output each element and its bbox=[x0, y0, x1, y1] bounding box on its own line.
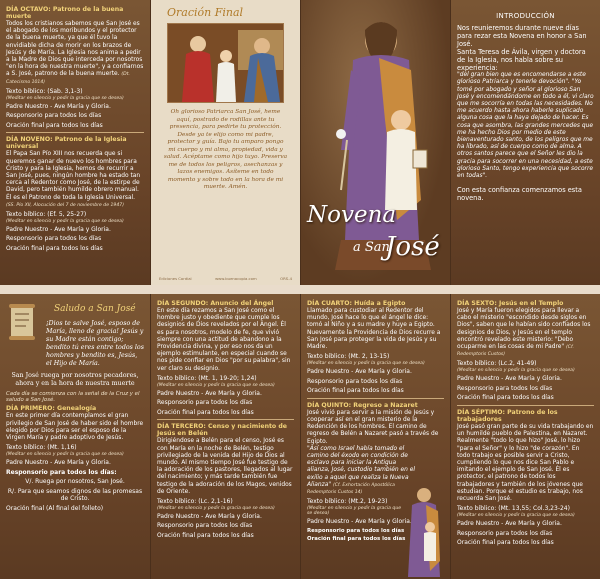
day-1-prayer1: Padre Nuestro - Ave María y Gloria. bbox=[6, 459, 111, 467]
day-4-prayer2: Responsorio para todos los días bbox=[307, 377, 403, 385]
day-4-text: Llamado para custodiar al Redentor del mundo, José hace lo que el ángel le dice: tomó al Niño y a su madre y huye a Egipto. Nuevamente la Providencia de Dios recurre a San José para proteger la vida de Jesús y su Madre. bbox=[307, 308, 441, 351]
day-7-prayer1: Padre Nuestro - Ave María y Gloria. bbox=[457, 520, 562, 528]
saint-joseph-with-child-small-figure bbox=[402, 481, 446, 577]
day-9-silence: (Meditar en silencio y pedir la gracia que se desea) bbox=[6, 218, 124, 224]
day-3-silence: (Meditar en silencio y pedir la gracia que se desea) bbox=[157, 505, 275, 511]
day-6-heading: DÍA SEXTO: Jesús en el Templo bbox=[457, 300, 564, 307]
saludo-note: Cada día se comienza con la señal de la Cruz y el saludo a San José. bbox=[6, 391, 140, 404]
panel-introduccion bbox=[450, 0, 600, 285]
day-1-final: Oración final (Al final del folleto) bbox=[6, 504, 104, 512]
day-2-silence: (Meditar en silencio y pedir la gracia que se desea) bbox=[157, 382, 275, 388]
scroll-icon bbox=[8, 302, 36, 342]
day-1-biblical: Texto bíblico: (Mt. 1,16) bbox=[6, 444, 77, 452]
divider bbox=[6, 132, 144, 133]
saludo-text: ¡Dios te salve José, esposo de María, lleno de gracia! Jesús y su Madre están contigo; bendito tú eres entre todos los hombres y bendito es, Jesús, el Hijo de María. bbox=[46, 320, 144, 368]
responsorio-v: V/. Ruega por nosotros, San José. bbox=[25, 478, 125, 486]
day-8-text: Todos los cristianos sabemos que San José es el abogado de los moribundos y el protector de la buena muerte, ya que él tuvo la envidiable dicha de morir en los brazos de Jesús y de María. La Iglesia nos anima a pedir a la Madre de Dios que interceda por nosotros "en la hora de nuestra muerte", y a confiarnos a S. José, patrono de la buena muerte. (Dt. Catecismo 1014) bbox=[6, 21, 144, 85]
day-7-text: José pasó gran parte de su vida trabajando en un humilde pueblo de Palestina, en Nazaret. Realmente "todo lo que hizo" José, lo hizo "para el Señor" y lo hizo "de corazón". En todo trabajo es posible servir a Cristo, cumpliendo lo que nos dice San Pablo e imitando el ejemplo de San José. Él es protector, el patrono de todos los trabajadores y también de los jóvenes que estudian. Porque el estudio es trabajo, nos recuerda San José. bbox=[457, 423, 594, 502]
day-9-prayer3: Oración final para todos los días bbox=[6, 244, 103, 252]
day-1-silence: (Meditar en silencio y pedir la gracia que se desea) bbox=[6, 452, 124, 458]
intro-p2: Santa Teresa de Ávila, virgen y doctora de la Iglesia, nos habla sobre su experiencia: bbox=[457, 48, 586, 73]
day-5-biblical: Texto bíblico: (Mt.2, 19-23) bbox=[307, 498, 388, 506]
day-2-prayer3: Oración final para todos los días bbox=[157, 408, 254, 416]
intro-heading: INTRODUCCIÓN bbox=[496, 12, 555, 20]
panel-days-2-3 bbox=[150, 294, 300, 579]
day-6-prayer3: Oración final para todos los días bbox=[457, 394, 554, 402]
publisher-name: Ediciones Cordial bbox=[159, 276, 192, 281]
holy-family-painting-icon bbox=[167, 23, 284, 103]
brochure-back-side bbox=[0, 294, 600, 579]
day-4-prayer1: Padre Nuestro - Ave María y Gloria. bbox=[307, 368, 412, 376]
panel-days-8-9 bbox=[0, 0, 150, 285]
divider bbox=[307, 398, 444, 399]
intro-p1: Nos reunieremos durante nueve días para rezar esta Novena en honor a San José. bbox=[457, 24, 587, 49]
day-3-prayer1: Padre Nuestro - Ave María y Gloria. bbox=[157, 512, 262, 520]
day-2-biblical: Texto bíblico: (Mt. 1, 19-20; 1,24) bbox=[157, 374, 257, 382]
oracion-final-text: Oh glorioso Patriarca San José, heme aquí, postrado de rodillas ante tu presencia, para pedirte tu protección. Desde ya te elijo como mi padre, protector y guía. Bajo tu amparo pongo mi cuerpo y mi alma, propiedad, vida y salud. Acéptame como hijo tuyo. Preserva me de todos los peligros, asechanzas y lazos enemigos. Asíteme en todo momento y sobre todo en la hora de mi muerte. Amén. bbox=[163, 109, 288, 191]
day-6-prayer1: Padre Nuestro - Ave María y Gloria. bbox=[457, 375, 562, 383]
panel-days-6-7 bbox=[450, 294, 600, 579]
panel-saludo-day-1 bbox=[0, 294, 150, 579]
saludo-text2: San José ruega por nosotros pecadores, ahora y en la hora de nuestra muerte bbox=[11, 372, 139, 388]
fold-line bbox=[0, 285, 600, 294]
intro-p3: Con esta confianza comenzamos esta novena. bbox=[457, 186, 582, 203]
responsorio-title: Responsorio para todos los días: bbox=[6, 468, 117, 476]
day-5-silence: (Meditar en silencio y pedir la gracia que se desea) bbox=[307, 506, 402, 517]
day-7-heading: DÍA SÉPTIMO: Patrono de los trabajadores bbox=[457, 408, 558, 423]
panel-cover bbox=[300, 0, 450, 285]
day-5-quote: "Así como Israel había tomado el camino del éxodo en condición de esclavo para iniciar la Antigua alianza, José, custodio también en el exilio a aquel que realiza la Nueva Alianza" (Cf. Exhortación Apostólica Redemptoris Custos 14) bbox=[307, 445, 416, 495]
day-3-biblical: Texto bíblico: (Lc. 2,1-16) bbox=[157, 497, 233, 505]
brochure-front-side bbox=[0, 0, 600, 285]
day-6-prayer2: Responsorio para todos los días bbox=[457, 384, 553, 392]
day-2-text: En este día rezamos a San José como el hombre justo y obediente que cumple los designios de Dios revelados por el Ángel. Él es para nosotros, modelo de fe, que vivió siempre con una actitud de abandono a la Providencia divina, y por eso nos da un ejemplo estimulante, en especial cuando se nos pide confiar en Dios "por su palabra", sin ver claro su designio. bbox=[157, 308, 291, 372]
day-4-silence: (Meditar en silencio y pedir la gracia que se desea) bbox=[307, 361, 425, 367]
day-3-heading: DÍA TERCERO: Censo y nacimiento de Jesús en Belén bbox=[157, 423, 287, 438]
day-9-biblical: Texto bíblico: (Ef. 5, 25-27) bbox=[6, 210, 87, 218]
day-8-biblical: Texto bíblico: (Sab. 3,1-3) bbox=[6, 87, 83, 95]
day-5-prayer2: Responsorio para todos los días bbox=[307, 527, 405, 534]
day-2-prayer2: Responsorio para todos los días bbox=[157, 399, 253, 407]
intro-quote: "del gran bien que es encomendarse a este glorioso Patriarca y tenerle devoción". "Yo tomé por abogado y señor al glorioso San José y encomendándome en todo a él, vi claro que me socorría en todas las necesidades. No me acuerdo hasta ahora haberle suplicado alguna cosa que la haya dejado de hacer. Es cosa que asombra, las grandes mercedes que me ha hecho Dios por medio de este bienaventurado santo, de los peligros que me ha librado, así de cuerpo como de alma. A otros santos parece que el Señor les dio la gracia para socorrer en una necesidad, a este glorioso Santo, tengo experiencia que socorre en todas". bbox=[457, 72, 594, 180]
day-1-heading: DÍA PRIMERO: Genealogía bbox=[6, 405, 97, 413]
day-3-prayer3: Oración final para todos los días bbox=[157, 531, 254, 539]
cover-title-novena: Novena bbox=[307, 202, 397, 228]
day-8-heading: DÍA OCTAVO: Patrono de la buena muerte bbox=[6, 6, 124, 20]
day-7-prayer3: Oración final para todos los días bbox=[457, 539, 554, 547]
oracion-final-title: Oración Final bbox=[167, 6, 244, 19]
day-6-silence: (Meditar en silencio y pedir la gracia que se desea) bbox=[457, 368, 575, 374]
day-5-text: José vivió para servir a la misión de Jesús y cooperar así en el gran misterio de la Redención de los hombres. El camino de regreso de Belén a Nazaret pasó a través de Egipto. bbox=[307, 409, 439, 445]
day-2-heading: DÍA SEGUNDO: Anuncio del Ángel bbox=[157, 300, 274, 307]
day-3-text: Dirigiéndose a Belén para el censo, José es con María en la noche de Belén, testigo privilegiado de la venida del Hijo de Dios al mundo. Al mismo tiempo José fue testigo de la adoración de los pastores, llegados al lugar del nacimiento; y más tarde también fue testigo de la adoración de los Magos, venidos de Oriente. bbox=[157, 438, 293, 495]
day-7-biblical: Texto bíblico: (Mt. 13,55; Col.3,23-24) bbox=[457, 505, 570, 513]
day-8-prayer2: Responsorio para todos los días bbox=[6, 112, 102, 120]
day-9-prayer1: Padre Nuestro - Ave María y Gloria. bbox=[6, 225, 111, 233]
day-7-silence: (Meditar en silencio y pedir la gracia que se desea) bbox=[457, 513, 575, 519]
publisher-footer bbox=[159, 276, 292, 281]
day-5-heading: DÍA QUINTO: Regreso a Nazaret bbox=[307, 401, 418, 409]
divider bbox=[157, 419, 294, 420]
day-3-prayer2: Responsorio para todos los días bbox=[157, 522, 253, 530]
day-4-prayer3: Oración final para todos los días bbox=[307, 387, 404, 395]
day-9-prayer2: Responsorio para todos los días bbox=[6, 235, 102, 243]
day-4-biblical: Texto bíblico: (Mt. 2, 13-15) bbox=[307, 353, 390, 361]
day-6-text: José y María fueron elegidos para llevar a cabo el misterio "escondido desde siglos en Dios", saben que le habían sido confiados los designios de Dios, y Jesús en el templo encontró revelado este misterio: "Debo ocuparme en las cosas de mi Padre" (Cf. Redemptoris Custos) bbox=[457, 308, 591, 358]
publisher-code: ORS-4 bbox=[280, 276, 292, 281]
day-8-prayer3: Oración final para todos los días bbox=[6, 121, 103, 129]
responsorio-r: R/. Para que seamos dignos de las promesas de Cristo. bbox=[7, 487, 143, 503]
day-9-text: El Papa San Pío XIII nos recuerda que si queremos ganar de nuevo los hombres para Cristo y para la Iglesia, hemos de recurrir a San José, pues, ningún hombre ha estado tan cerca al Redentor como José, de la estirpe de David, pero también humilde obrero manual. Él es el Patrono de toda la Iglesia Universal. (SS. Pío XII, Alocución del 7 de noviembre de 1947) bbox=[6, 151, 141, 208]
panel-days-4-5 bbox=[300, 294, 450, 579]
saludo-title: Saludo a San José bbox=[54, 304, 136, 314]
day-5-prayer3: Oración final para todos los días bbox=[307, 536, 406, 543]
day-9-heading: DÍA NOVENO: Patrono de la Iglesia universal bbox=[6, 136, 127, 151]
cover-title-asan: a San bbox=[353, 240, 390, 255]
day-1-text: En este primer día contemplamos el gran privilegio de San José de haber sido el hombre elegido por Dios para ser el esposo de la Virgen María y padre adoptivo de Jesús. bbox=[6, 413, 144, 441]
day-2-prayer1: Padre Nuestro - Ave María y Gloria. bbox=[157, 389, 262, 397]
day-6-biblical: Texto bíblico: (Lc.2, 41-49) bbox=[457, 360, 537, 368]
divider bbox=[457, 405, 594, 406]
day-8-prayer1: Padre Nuestro - Ave María y Gloria. bbox=[6, 102, 111, 110]
day-5-prayer1: Padre Nuestro - Ave María y Gloria. bbox=[307, 518, 412, 526]
panel-oracion-final bbox=[150, 0, 300, 285]
day-4-heading: DÍA CUARTO: Huída a Egipto bbox=[307, 300, 406, 307]
cover-title-jose: José bbox=[385, 232, 440, 262]
day-8-silence: (Meditar en silencio y pedir la gracia que se desea) bbox=[6, 95, 124, 101]
day-7-prayer2: Responsorio para todos los días bbox=[457, 529, 553, 537]
publisher-url: www.buenacopia.com bbox=[215, 276, 257, 281]
